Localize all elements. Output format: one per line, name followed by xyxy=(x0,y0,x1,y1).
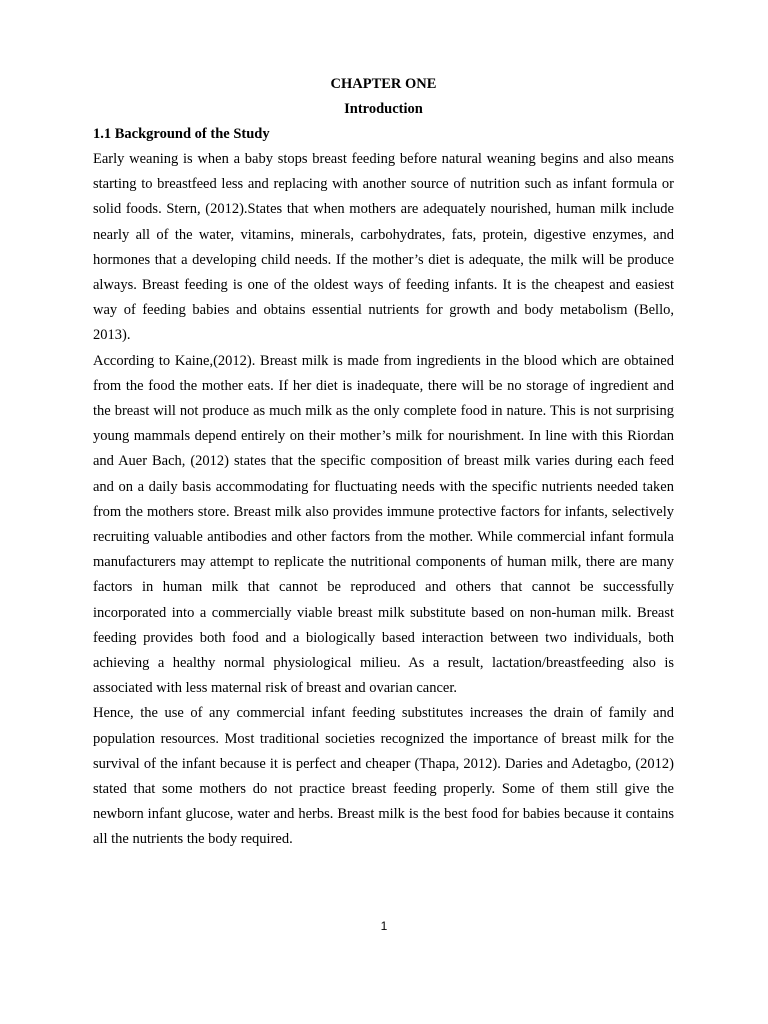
page-content xyxy=(93,72,674,853)
paragraph-breast-milk-ingredients: According to Kaine,(2012). Breast milk is made from ingredients in the blood which are obtained from the food the mother eats. If her diet is inadequate, there will be no storage of ingredient and the breast will not produce as much milk as the only complete food in nature. This is not surprising young mammals depend entirely on their mother’s milk for nourishment. In line with this Riordan and Auer Bach, (2012) states that the specific composition of breast milk varies during each feed and on a daily basis accommodating for fluctuating needs with the specific nutrients needed taken from the mothers store. Breast milk also provides immune protective factors for infants, selectively recruiting valuable antibodies and other factors from the mother. While commercial infant formula manufacturers may attempt to replicate the nutritional components of human milk, there are many factors in human milk that cannot be reproduced and others that cannot be successfully incorporated into a commercially viable breast milk substitute based on non-human milk. Breast feeding provides both food and a biologically based interaction between two individuals, both achieving a healthy normal physiological milieu. As a result, lactation/breastfeeding also is associated with less maternal risk of breast and ovarian cancer. xyxy=(93,352,674,697)
chapter-heading: CHAPTER ONE xyxy=(330,76,437,92)
chapter-title: Introduction xyxy=(344,101,423,117)
page-number: 1 xyxy=(380,919,388,933)
paragraph-feeding-substitutes: Hence, the use of any commercial infant feeding substitutes increases the drain of family and population resources. Most traditional societies recognized the importance of breast milk for the survival of the infant because it is perfect and cheaper (Thapa, 2012). Daries and Adetagbo, (2012) stated that some mothers do not practice breast feeding properly. Some of them still give the newborn infant glucose, water and herbs. Breast milk is the best food for babies because it contains all the nutrients the body required. xyxy=(93,705,674,848)
section-heading: 1.1 Background of the Study xyxy=(93,126,270,142)
paragraph-early-weaning: Early weaning is when a baby stops breast feeding before natural weaning begins and also means starting to breastfeed less and replacing with another source of nutrition such as infant formula or solid foods. Stern, (2012).States that when mothers are adequately nourished, human milk include nearly all of the water, vitamins, minerals, carbohydrates, fats, protein, digestive enzymes, and hormones that a developing child needs. If the mother’s diet is adequate, the milk will be produce always. Breast feeding is one of the oldest ways of feeding infants. It is the cheapest and easiest way of feeding babies and obtains essential nutrients for growth and body metabolism (Bello, 2013). xyxy=(93,151,674,344)
